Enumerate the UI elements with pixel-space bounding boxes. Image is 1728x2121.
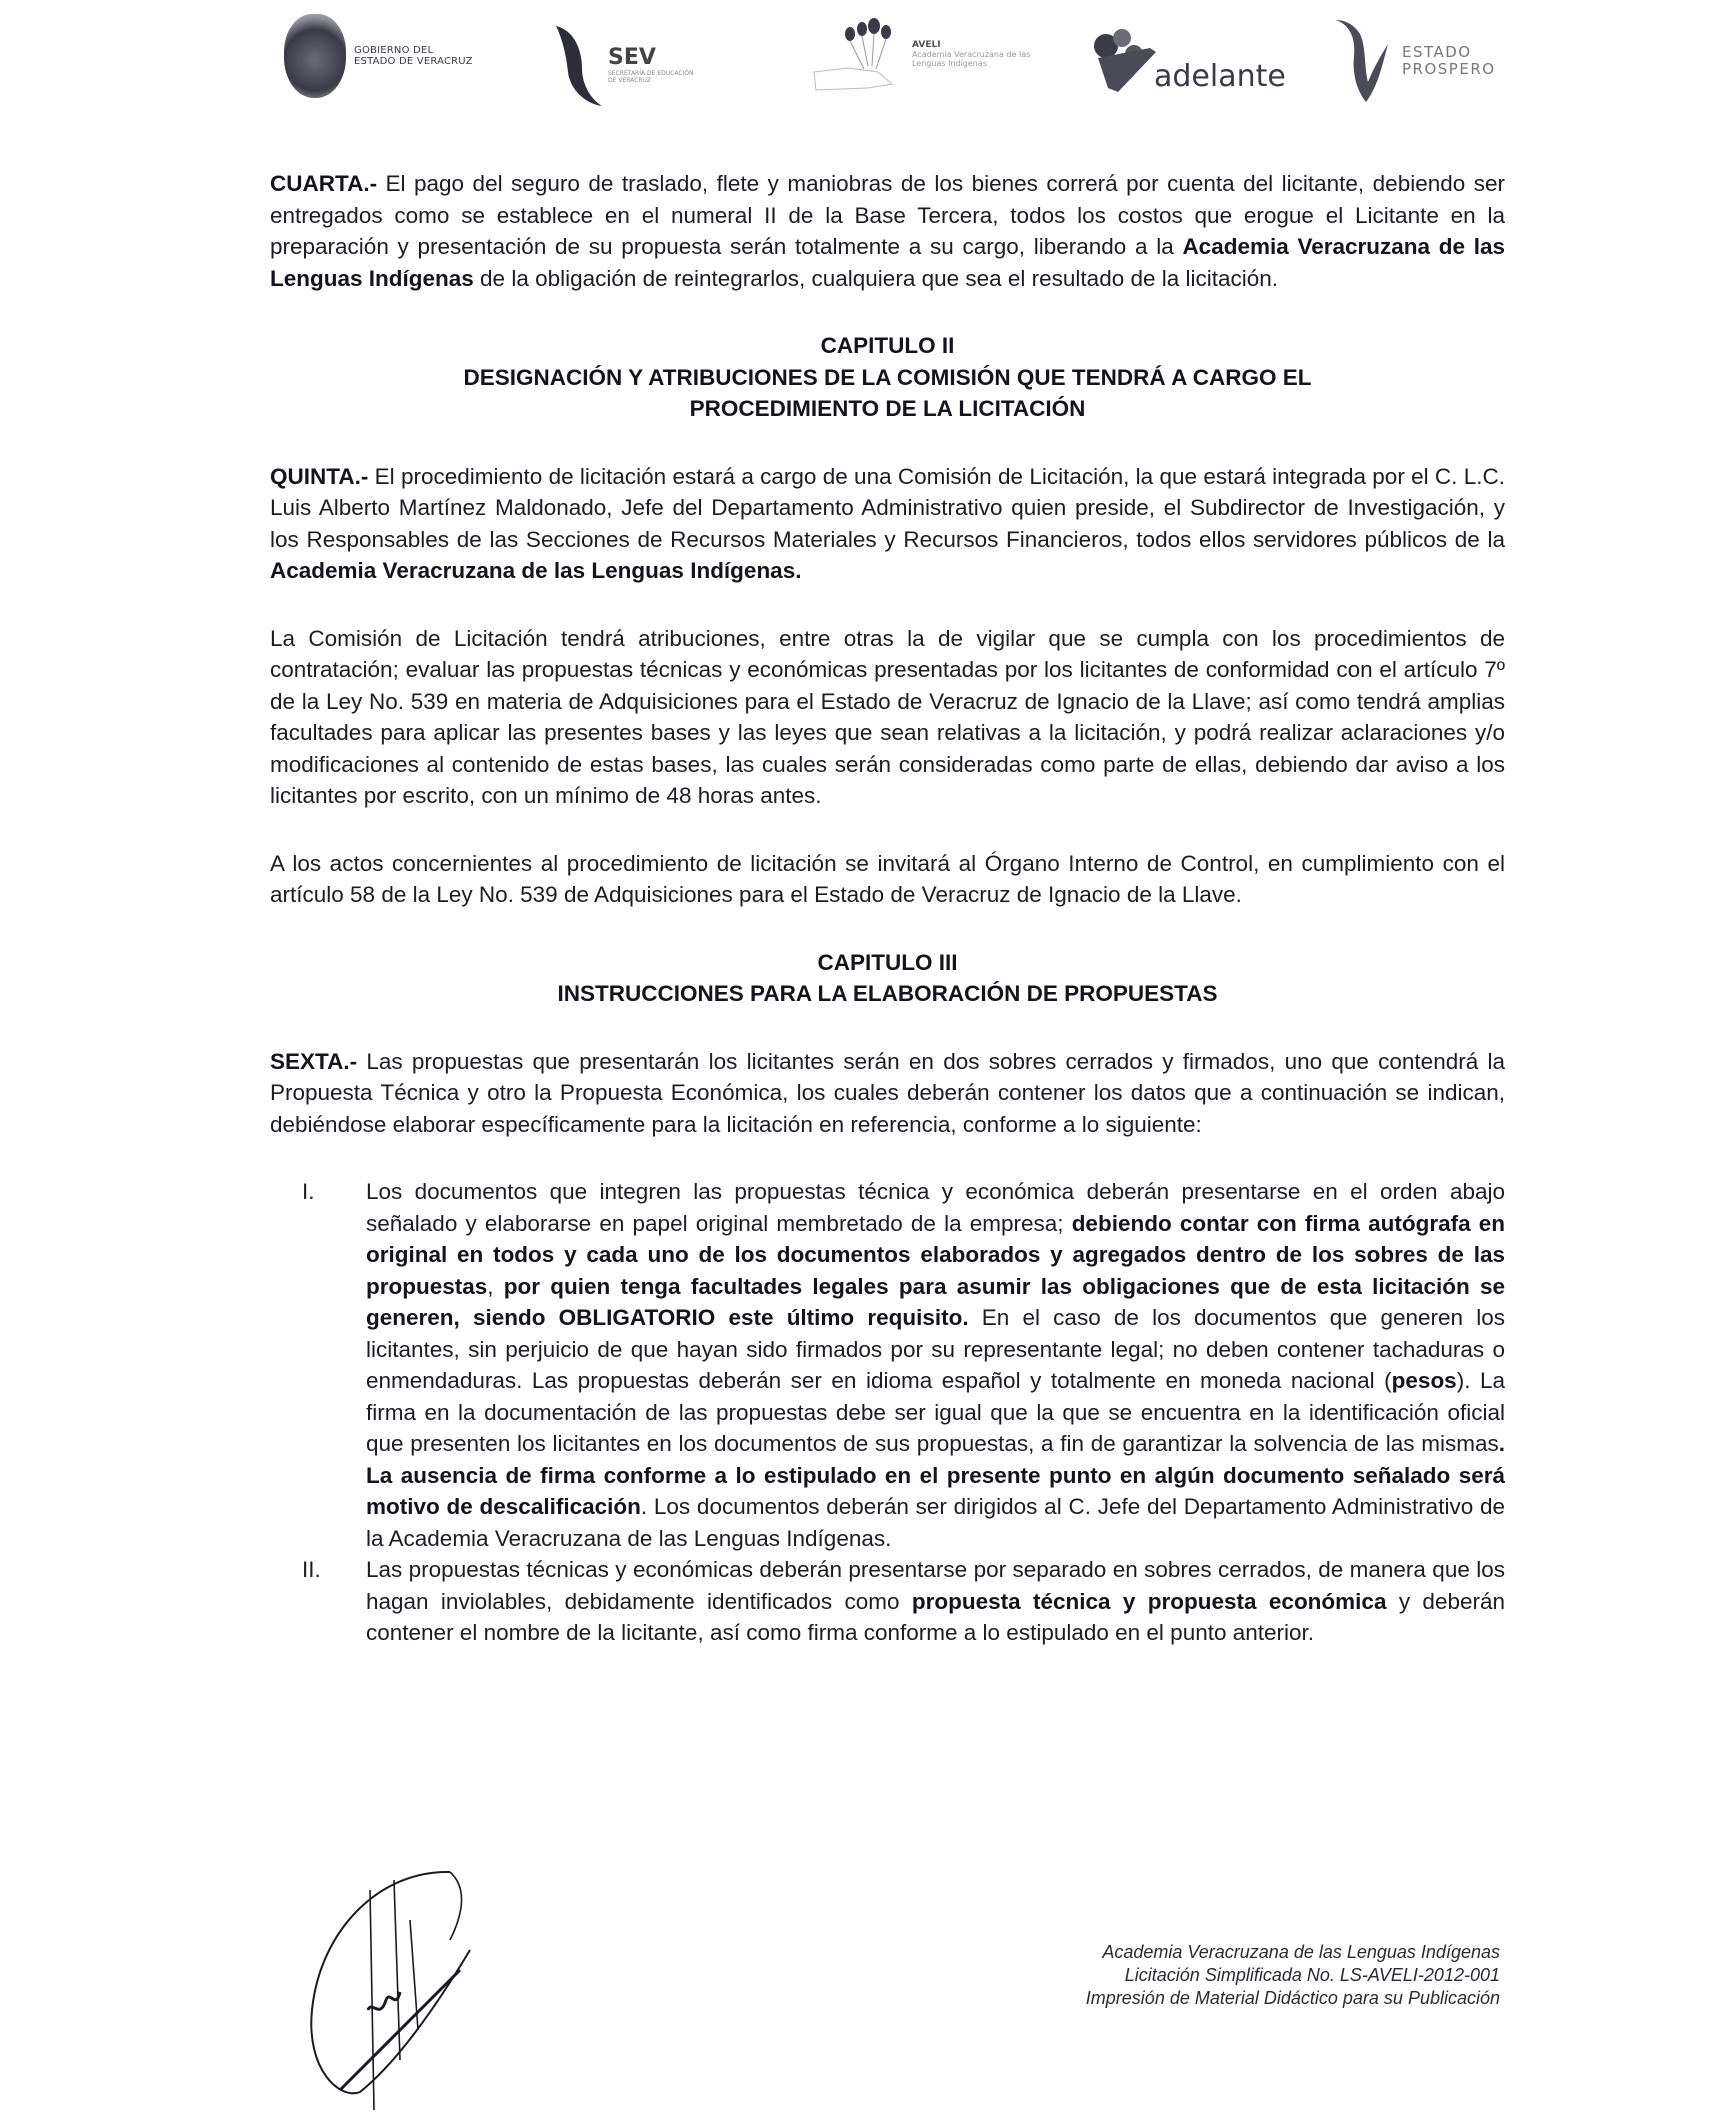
gov-line-1: GOBIERNO DEL xyxy=(354,44,434,56)
adelante-logo xyxy=(1090,18,1286,98)
estado-prospero-logo xyxy=(1332,16,1496,106)
gobierno-veracruz-logo xyxy=(284,14,473,98)
list-item: II. Las propuestas técnicas y económicas deberán presentarse por separado en sobres cerrados, de manera que los hagan inviolables, debidamente identificados como propuesta técnica y propuesta económica y deberán contener el nombre de la licitante, así como firma conforme a lo estipulado en el punto anterior. xyxy=(270,1554,1505,1649)
v-emblem-icon xyxy=(1332,16,1394,106)
clause-label: SEXTA.- xyxy=(270,1048,358,1074)
prospero-line: PROSPERO xyxy=(1402,60,1496,78)
clause-label: QUINTA.- xyxy=(270,463,369,489)
item-number: I. xyxy=(302,1179,315,1204)
coat-of-arms-icon xyxy=(284,14,346,98)
organo-paragraph: A los actos concernientes al procedimiento de licitación se invitará al Órgano Interno de Control, en cumplimiento con el artículo 58 de la Ley No. 539 de Adquisiciones para el Estado de Veracruz de Ignacio de la Llave. xyxy=(270,850,1505,907)
aveli-logo xyxy=(808,14,1030,94)
sev-swoosh-icon xyxy=(552,20,604,110)
letterhead xyxy=(0,0,1728,130)
sev-title: SEV xyxy=(608,45,656,71)
aveli-title: AVELI xyxy=(912,39,941,50)
item-number: II. xyxy=(302,1557,321,1582)
comision-paragraph: La Comisión de Licitación tendrá atribuciones, entre otras la de vigilar que se cumpla con los procedimientos de contratación; evaluar las propuestas técnicas y económicas presentadas por los licitantes de conformidad con el artículo 7º de la Ley No. 539 en materia de Adquisiciones para el Estado de Veracruz de Ignacio de la Llave; así como tendrá amplias facultades para aplicar las presentes bases y las leyes que sean relativas a la licitación, y podrá realizar aclaraciones y/o modificaciones al contenido de estas bases, las cuales serán consideradas como parte de ellas, debiendo dar aviso a los licitantes por escrito, con un mínimo de 48 horas antes. xyxy=(270,625,1505,808)
document-body xyxy=(270,168,1505,1649)
clause-quinta: QUINTA.- El procedimiento de licitación estará a cargo de una Comisión de Licitación, la que estará integrada por el C. L.C. Luis Alberto Martínez Maldonado, Jefe del Departamento Administrativo quien preside, el Subdirector de Investigación, y los Responsables de las Secciones de Recursos Materiales y Recursos Financieros, todos ellos servidores públicos de la Academia Veracruzana de las Lenguas Indígenas. xyxy=(270,463,1505,583)
sev-logo xyxy=(552,20,693,110)
chapter-2-title-2: PROCEDIMIENTO DE LA LICITACIÓN xyxy=(689,396,1086,421)
clause-label: CUARTA.- xyxy=(270,171,378,196)
chapter-2-title-1: DESIGNACIÓN Y ATRIBUCIONES DE LA COMISIÓN QUE TENDRÁ A CARGO EL xyxy=(463,364,1312,390)
footer-licitacion: Licitación Simplificada No. LS-AVELI-2012-001 xyxy=(1124,1965,1500,1985)
list-item: I. Los documentos que integren las propuestas técnica y económica deberán presentarse en el orden abajo señalado y elaborarse en papel original membretado de la empresa; debiendo contar con firma autógrafa en original en todos y cada uno de los documentos elaborados y agregados dentro de los sobres de las propuestas, por quien tenga facultades legales para asumir las obligaciones que de esta licitación se generen, siendo OBLIGATORIO este último requisito. En el caso de los documentos que generen los licitantes, sin perjuicio de que hayan sido firmados por su representante legal; no deben contener tachaduras o enmendaduras. Las propuestas deberán ser en idioma español y totalmente en moneda nacional (pesos). La firma en la documentación de las propuestas debe ser igual que la que se encuentra en la identificación oficial que presenten los licitantes en los documentos de sus propuestas, a fin de garantizar la solvencia de las mismas. La ausencia de firma conforme a lo estipulado en el presente punto en algún documento señalado será motivo de descalificación. Los documentos deberán ser dirigidos al C. Jefe del Departamento Administrativo de la Academia Veracruzana de las Lenguas Indígenas. xyxy=(270,1176,1505,1554)
aveli-line-2: Lenguas Indígenas xyxy=(912,59,987,69)
clause-cuarta: CUARTA.- El pago del seguro de traslado, flete y maniobras de los bienes correrá por cuenta del licitante, debiendo ser entregados como se establece en el numeral II de la Base Tercera, todos los costos que erogue el Licitante en la preparación y presentación de su propuesta serán totalmente a su cargo, liberando a la Academia Veracruzana de las Lenguas Indígenas de la obligación de reintegrarlos, cualquiera que sea el resultado de la licitación. xyxy=(270,171,1505,291)
footer-institution: Academia Veracruzana de las Lenguas Indígenas xyxy=(1102,1942,1500,1962)
chapter-2-number: CAPITULO II xyxy=(820,333,955,358)
children-icon xyxy=(1090,18,1160,98)
chapter-3-number: CAPITULO III xyxy=(817,949,958,975)
hand-flowers-icon xyxy=(808,14,908,94)
clause-sexta: SEXTA.- Las propuestas que presentarán los licitantes serán en dos sobres cerrados y firmados, uno que contendrá la Propuesta Técnica y otro la Propuesta Económica, los cuales deberán contener los datos que a continuación se indican, debiéndose elaborar específicamente para la licitación en referencia, conforme a lo siguiente: xyxy=(270,1048,1505,1137)
sev-sub-1: SECRETARÍA DE EDUCACIÓN xyxy=(608,69,694,77)
requirements-list xyxy=(270,1176,1505,1649)
chapter-3-title: INSTRUCCIONES PARA LA ELABORACIÓN DE PROPUESTAS xyxy=(557,981,1218,1006)
adelante-word: adelante xyxy=(1154,58,1286,94)
document-footer xyxy=(1086,1941,1500,2010)
sev-sub-2: DE VERACRUZ xyxy=(608,76,651,84)
gov-line-2: ESTADO DE VERACRUZ xyxy=(354,56,473,67)
aveli-line-1: Academia Veracruzana de las xyxy=(912,49,1031,59)
footer-subject: Impresión de Material Didáctico para su Publicación xyxy=(1085,1988,1500,2008)
estado-line: ESTADO xyxy=(1402,42,1472,61)
handwritten-signature-icon xyxy=(300,1860,560,2120)
